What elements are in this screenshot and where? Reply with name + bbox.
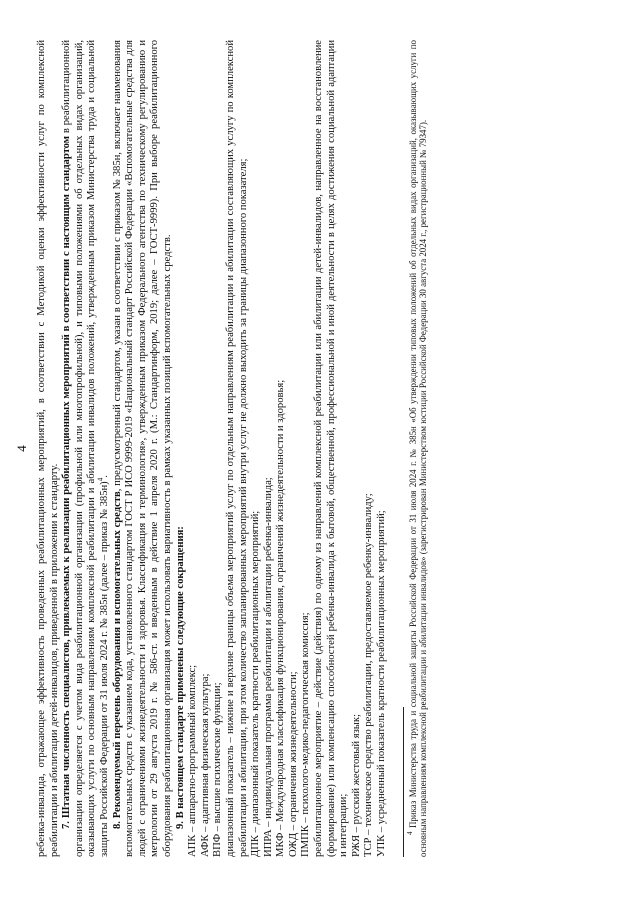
abbreviation-item: РЖЯ – русский жестовый язык; — [350, 714, 362, 857]
abbreviation-item: ВПФ – высшие психические функции; — [212, 682, 224, 857]
abbreviation-item: УПК – усредненный показатель кратности реабилитационных мероприятий; — [376, 510, 388, 857]
footnote-reference: 4 — [96, 477, 105, 482]
abbreviation-item: АФК – адаптивная физическая культура; — [199, 673, 211, 857]
paragraph-7-heading: 7. Штатная численность специалистов, привлекаемых к реализации реабилитационных мероприятий в соответствии с настоящим стандартом — [61, 136, 73, 829]
document-body — [36, 40, 389, 857]
paragraph-8 — [112, 40, 175, 857]
footnote-mark: 4 — [405, 831, 414, 835]
abbreviation-item: ДПК – диапазонный показатель кратности реабилитационных мероприятий; — [250, 510, 262, 857]
footnote-divider — [403, 707, 404, 857]
abbreviation-item: ПМПК – психолого-медико-педагогическая комиссия; — [300, 612, 312, 857]
footnote — [405, 40, 429, 857]
paragraph-9-heading: 9. В настоящем стандарте применены следующие — [174, 588, 186, 829]
page-number: 4 — [14, 445, 29, 452]
paragraph-8-text: , предусмотренный стандартом, указан в соответствии с приказом № 385н, включает наименования вспомогательных средств с указанием кода, установленного стандартом ГОСТ Р ИСО 9999-2019 «Национальный стандарт Российской Федерации «Вспомогательные средства для людей с ограничениями жизнедеятельности и здоровья. Классификация и терминология», утвержденным приказом Федерального агентства по техническому регулированию и метрологии от 29 августа 2019 г. № 586-ст. и введенным в действие 1 апреля 2020 г. (М.: Стандартинформ, 2019; далее – ГОСТ-9999). При выборе реабилитационного оборудования реабилитационная организация может использовать вариативность в рамках указанных позиций вспомогательных средств. — [111, 39, 173, 857]
abbreviation-item: реабилитационное мероприятие – действие (действия) по одному из направлений комплексной реабилитации или абилитации детей-инвалидов, направленное на восстановление (формирование) или компенсацию способностей ребенка-инвалида к бытовой, общественной, профессиональной и иной деятельности в целях достижения социальной адаптации и интеграции; — [313, 40, 350, 857]
abbreviation-item: ТСР – техническое средство реабилитации, предоставляемое ребенку-инвалиду; — [363, 493, 375, 857]
abbreviation-item: ОЖД – ограничения жизнедеятельности; — [287, 671, 299, 857]
abbreviation-list — [187, 40, 389, 857]
paragraph-intro: ребенка-инвалида, отражающее эффективность проведенных реабилитационных мероприятий, в соответствии с Методикой оценки эффективности услуг по комплексной реабилитации и абилитации детей-инвалидов, приведенной в приложении к стандарту. — [36, 40, 60, 857]
abbreviation-item: АПК – аппаратно-программный комплекс; — [187, 664, 199, 857]
footnote-text: Приказ Министерства труда и социальной защиты Российской Федерации от 31 июля 2024 г. № 385н «Об утверждении типовых положений об отдельных видах организаций, оказывающих услуги по основным направлениям комплексной реабилитации и абилитации инвалидов» (зарегистрирован Министерством юстиции Российской Федерации 30 августа 2024 г., регистрационный № 79347). — [407, 40, 429, 857]
paragraph-9-heading-end: сокращения: — [174, 526, 186, 589]
paragraph-9 — [175, 40, 188, 857]
paragraph-8-heading: 8. Рекомендуемый перечень оборудования и вспомогательных средств — [111, 491, 123, 829]
paragraph-7-text: в реабилитационной организации определяется с учетом вида реабилитационной организации (профильной или многопрофильной), и типовыми положениями об отдельных видах организаций, оказывающих услуги по основным направлениям комплексной реабилитации и абилитации инвалидов положений, утвержденным приказом Министерства труда и социальной защиты Российской Федерации от 31 июля 2024 г. № 385н (далее – приказ № 385н) — [61, 40, 110, 857]
paragraph-7 — [61, 40, 111, 857]
abbreviation-item: МКФ – Международная классификация функционирования, ограничений жизнедеятельности и здоровья; — [275, 379, 287, 857]
abbreviation-item: ИПРА – индивидуальная программа реабилитации и абилитации ребенка-инвалида; — [262, 477, 274, 857]
abbreviation-item: диапазонный показатель – нижние и верхние границы объема мероприятий услуг по отдельным направлениям реабилитации и абилитации составляющих услугу по комплексной реабилитации и абилитации, при этом количество запланированных мероприятий внутри услуг не должно выходить за границы диапазонного показателя; — [224, 40, 249, 857]
paragraph-7-end: . — [98, 475, 110, 478]
